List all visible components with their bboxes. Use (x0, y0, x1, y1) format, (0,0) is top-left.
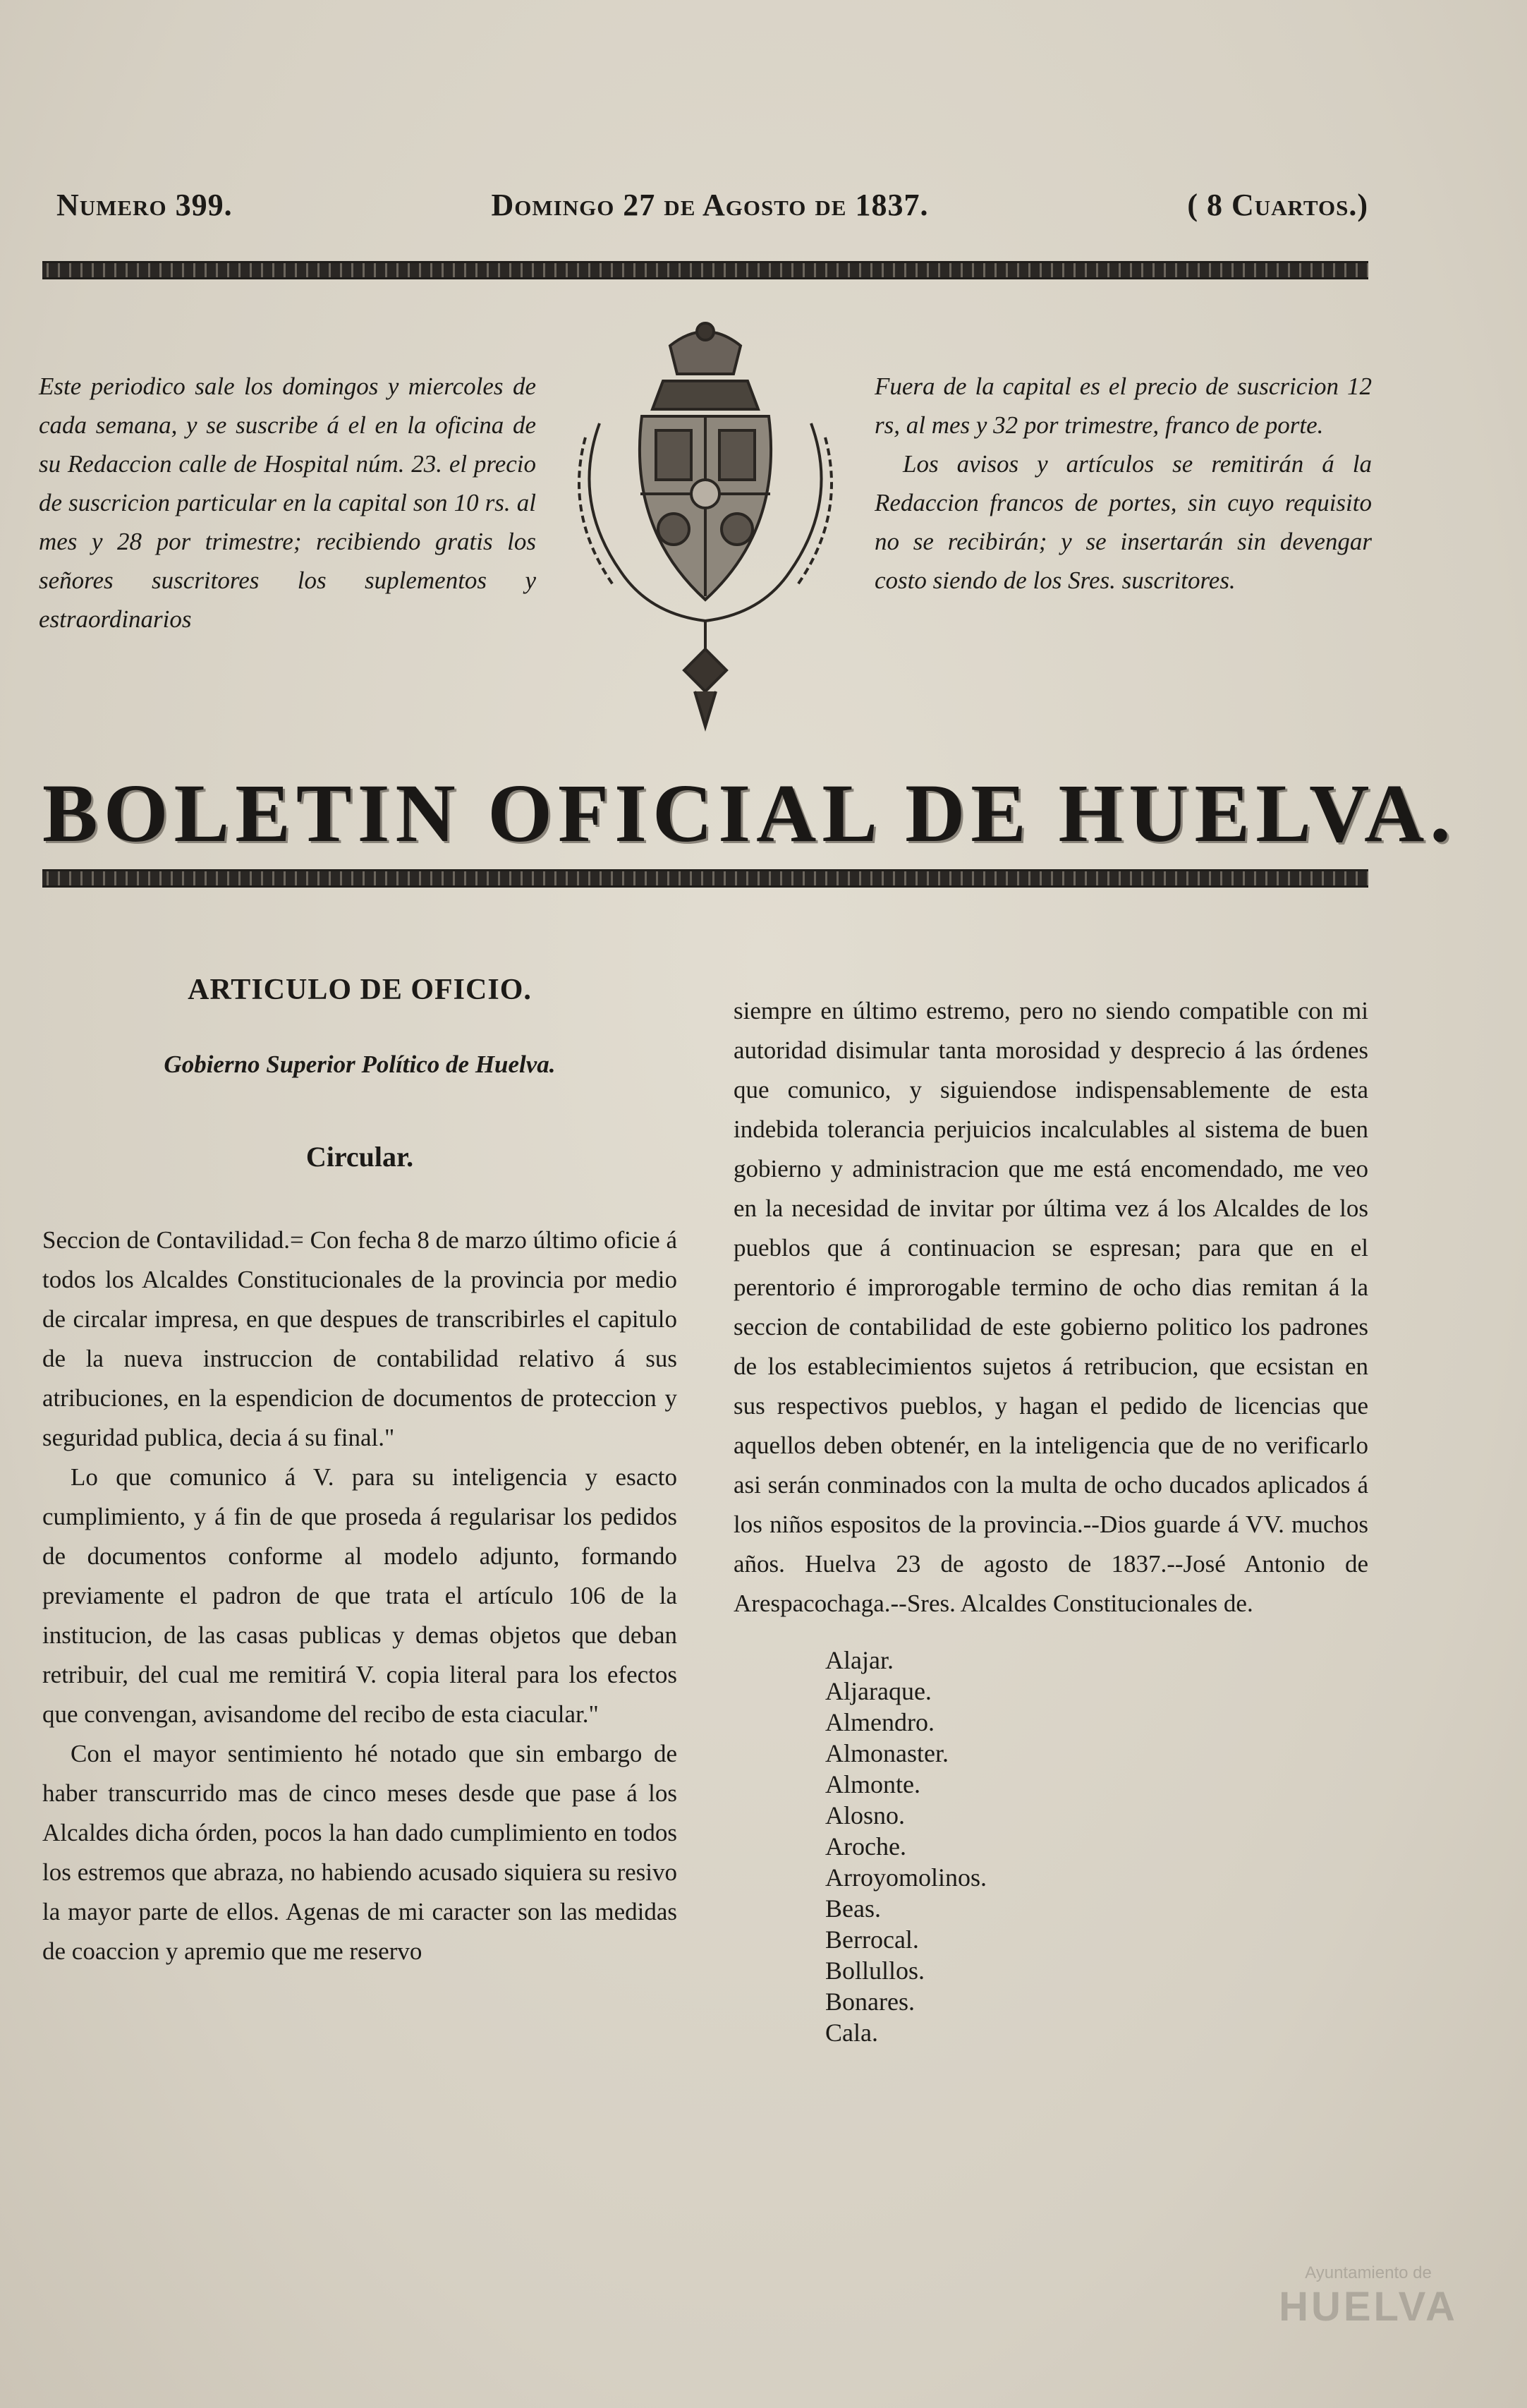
issue-header (56, 187, 1368, 222)
article-paragraph-4: siempre en último estremo, pero no siendo compatible con mi autoridad disimular tanta morosidad y desprecio á las órdenes que comunico, y siguiendose indispensablemente de esta indebida tolerancia perjuicios incalculables al sistema de buen gobierno y administracion que me está encomendado, me veo en la necesidad de invitar por última vez á los Alcaldes de los pueblos que á continuacion se espresan; para que en el perentorio é improrogable termino de ocho dias remitan á la seccion de contabilidad de este gobierno politico los padrones de los establecimientos sujetos á retribucion, que ecsistan en sus respectivos pueblos, y hagan el pedido de licencias que aquellos deben obtenér, en la inteligencia que de no verificarlo asi serán conminados con la multa de ocho ducados aplicados á los niños espositos de la provincia.--Dios guarde á VV. muchos años. Huelva 23 de agosto de 1837.--José Antonio de Arespacochaga.--Sres. Alcaldes Constitucionales de. (734, 997, 1368, 1617)
list-item: Beas. (825, 1894, 881, 1923)
list-item: Alosno. (825, 1801, 906, 1829)
issue-number: Numero 399. (56, 188, 233, 222)
subscription-right-text-2: Los avisos y artículos se remitirán á la Redaccion francos de portes, sin cuyo requisito no se recibirán; y se insertarán sin devengar costo siendo de los Sres. suscritores. (875, 450, 1372, 594)
article-paragraph-1: Seccion de Contavilidad.= Con fecha 8 de marzo último oficie á todos los Alcaldes Constitucionales de la provincia por medio de circalar impresa, en que despues de transcribirles el capitulo de la nueva instruccion de contabilidad relativo á sus atribuciones, en la espendicion de documentos de proteccion y seguridad publica, decia á su final." (42, 1226, 677, 1451)
list-item: Alajar. (825, 1646, 894, 1674)
list-item: Berrocal. (825, 1925, 919, 1954)
ayuntamiento-watermark-logo (1259, 2263, 1478, 2369)
list-item: Almonte. (825, 1770, 920, 1798)
list-item: Almendro. (825, 1708, 935, 1736)
authority-heading: Gobierno Superior Político de Huelva. (164, 1051, 556, 1078)
section-heading: ARTICULO DE OFICIO. (188, 974, 532, 1006)
list-item: Arroyomolinos. (825, 1863, 987, 1892)
circular-heading: Circular. (305, 1141, 414, 1173)
article-paragraph-2: Lo que comunico á V. para su inteligencia y esacto cumplimiento, y á fin de que proseda á regularisar los pedidos de documentos conforme al modelo adjunto, formando previamente el padron de que trata el artículo 106 de la institucion, de las casas publicas y demas objetos que deban retribuir, del cual me remitirá V. copia literal para los efectos que convengan, avisandome del recibo de esta ciacular." (42, 1463, 677, 1728)
masthead-rule (42, 869, 1368, 888)
top-rule (42, 261, 1368, 279)
list-item: Almonaster. (825, 1739, 949, 1767)
issue-date: Domingo 27 de Agosto de 1837. (491, 188, 929, 222)
list-item: Bollullos. (825, 1956, 925, 1985)
article-paragraph-3: Con el mayor sentimiento hé notado que sin embargo de haber transcurrido mas de cinco meses desde que pase á los Alcaldes dicha órden, pocos la han dado cumplimiento en todos los estremos que abraza, no habiendo acusado siquiera su resivo la mayor parte de ellos. Agenas de mi caracter son las medidas de coaccion y apremio que me reservo (42, 1740, 677, 1965)
article-column-left (42, 970, 677, 1971)
subscription-right-text-1: Fuera de la capital es el precio de suscricion 12 rs, al mes y 32 por trimestre, franco de porte. (875, 373, 1372, 439)
watermark-line-1: Ayuntamiento de (1305, 2263, 1432, 2282)
list-item: Aroche. (825, 1832, 906, 1861)
list-item: Cala. (825, 2019, 878, 2047)
royal-crest-emblem (557, 317, 853, 734)
list-item: Aljaraque. (825, 1677, 932, 1705)
subscription-notice-left (39, 367, 536, 639)
town-list (825, 1645, 1368, 2048)
issue-price: ( 8 Cuartos.) (1187, 188, 1368, 222)
watermark-line-2: HUELVA (1279, 2284, 1458, 2330)
article-column-right (734, 991, 1368, 2048)
masthead-title: BOLETIN OFICIAL DE HUELVA. (42, 767, 1456, 859)
subscription-left-text: Este periodico sale los domingos y miercoles de cada semana, y se suscribe á el en la oficina de su Redaccion calle de Hospital núm. 23. el precio de suscricion particular en la capital son 10 rs. al mes y 28 por trimestre; recibiendo gratis los señores suscritores los suplementos y estraordinarios (39, 373, 536, 633)
subscription-notice-right (875, 367, 1372, 600)
list-item: Bonares. (825, 1987, 915, 2016)
